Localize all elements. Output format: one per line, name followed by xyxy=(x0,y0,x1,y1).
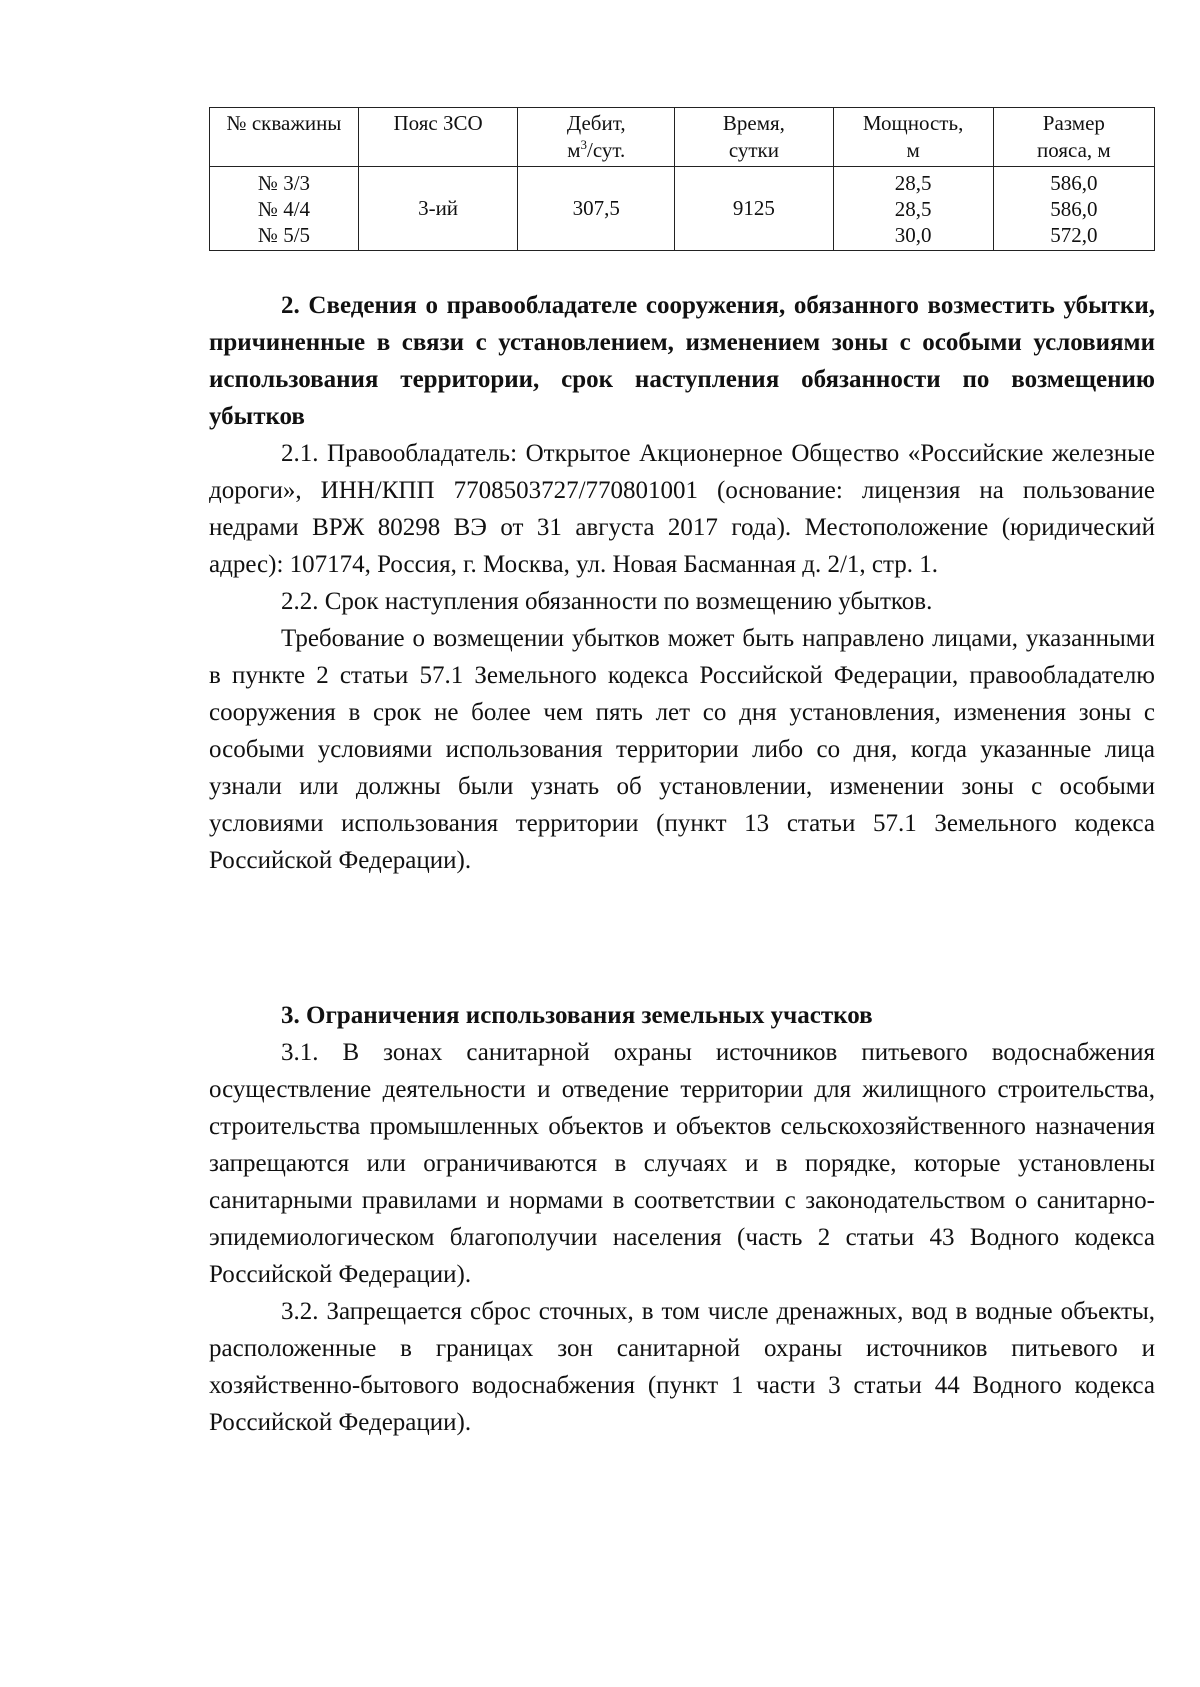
header-debit-label: Дебит, xyxy=(566,111,626,135)
table-header-row xyxy=(210,108,1155,167)
section-2-paragraph-1: 2.1. Правообладатель: Открытое Акционерное Общество «Российские железные дороги», ИНН/КПП 7708503727/770801001 (основание: лицензия на пользование недрами ВРЖ 80298 ВЭ от 31 августа 2017 года). Местоположение (юридический адрес): 107174, Россия, г. Москва, ул. Новая Басманная д. 2/1, стр. 1. xyxy=(209,440,1155,578)
header-size xyxy=(993,108,1154,167)
size-value: 586,0 xyxy=(1050,196,1098,221)
header-size-unit: пояса, м xyxy=(1037,138,1111,162)
zone-cell: 3-ий xyxy=(358,167,517,251)
thickness-value: 28,5 xyxy=(894,196,932,221)
header-debit xyxy=(518,108,675,167)
header-well-number: № скважины xyxy=(210,108,359,167)
section-3-paragraph-1: 3.1. В зонах санитарной охраны источников питьевого водоснабжения осуществление деятельности и отведение территории для жилищного строительства, строительства промышленных объектов и объектов сельскохозяйственного назначения запрещаются или ограничиваются в случаях и в порядке, которые установлены санитарными правилами и нормами в соответствии с законодательством о санитарно-эпидемиологическом благополучии населения (часть 2 статьи 43 Водного кодекса Российской Федерации). xyxy=(209,1039,1155,1288)
header-time-label: Время, xyxy=(722,111,785,135)
well-numbers-cell xyxy=(210,167,359,251)
section-2-heading: 2. Сведения о правообладателе сооружения, обязанного возместить убытки, причиненные в связи с установлением, изменением зоны с особыми условиями использования территории, срок наступления обязанности по возмещению убытков xyxy=(209,292,1155,430)
thickness-value: 30,0 xyxy=(894,222,932,247)
well-number: № 4/4 xyxy=(257,196,311,221)
header-thickness xyxy=(833,108,993,167)
size-value: 586,0 xyxy=(1050,170,1098,195)
header-debit-unit-exp: 3 xyxy=(580,137,588,152)
size-cell xyxy=(993,167,1154,251)
thickness-value: 28,5 xyxy=(894,170,932,195)
header-debit-unit-m: м xyxy=(567,138,581,162)
header-debit-unit-day: /сут. xyxy=(587,138,626,162)
section-2 xyxy=(209,287,1155,879)
header-thickness-label: Мощность, xyxy=(862,111,964,135)
debit-cell: 307,5 xyxy=(518,167,675,251)
section-3 xyxy=(209,997,1155,1441)
section-3-heading: 3. Ограничения использования земельных участков xyxy=(281,1002,873,1029)
well-number: № 5/5 xyxy=(257,222,311,247)
header-time-unit: сутки xyxy=(728,138,779,162)
table-row xyxy=(210,167,1155,251)
section-2-paragraph-2: 2.2. Срок наступления обязанности по возмещению убытков. xyxy=(281,588,933,615)
header-time xyxy=(675,108,833,167)
well-number: № 3/3 xyxy=(257,170,311,195)
time-cell: 9125 xyxy=(675,167,833,251)
header-thickness-unit: м xyxy=(906,138,920,162)
section-3-paragraph-2: 3.2. Запрещается сброс сточных, в том числе дренажных, вод в водные объекты, расположенные в границах зон санитарной охраны источников питьевого и хозяйственно-бытового водоснабжения (пункт 1 части 3 статьи 44 Водного кодекса Российской Федерации). xyxy=(209,1298,1155,1436)
thickness-cell xyxy=(833,167,993,251)
header-size-label: Размер xyxy=(1042,111,1105,135)
header-zone: Пояс ЗСО xyxy=(358,108,517,167)
section-2-paragraph-3: Требование о возмещении убытков может быть направлено лицами, указанными в пункте 2 статьи 57.1 Земельного кодекса Российской Федерации, правообладателю сооружения в срок не более чем пять лет со дня установления, изменения зоны с особыми условиями использования территории либо со дня, когда указанные лица узнали или должны были узнать об установлении, изменении зоны с особыми условиями использования территории (пункт 13 статьи 57.1 Земельного кодекса Российской Федерации). xyxy=(209,625,1155,874)
size-value: 572,0 xyxy=(1050,222,1098,247)
wells-table xyxy=(209,107,1155,251)
